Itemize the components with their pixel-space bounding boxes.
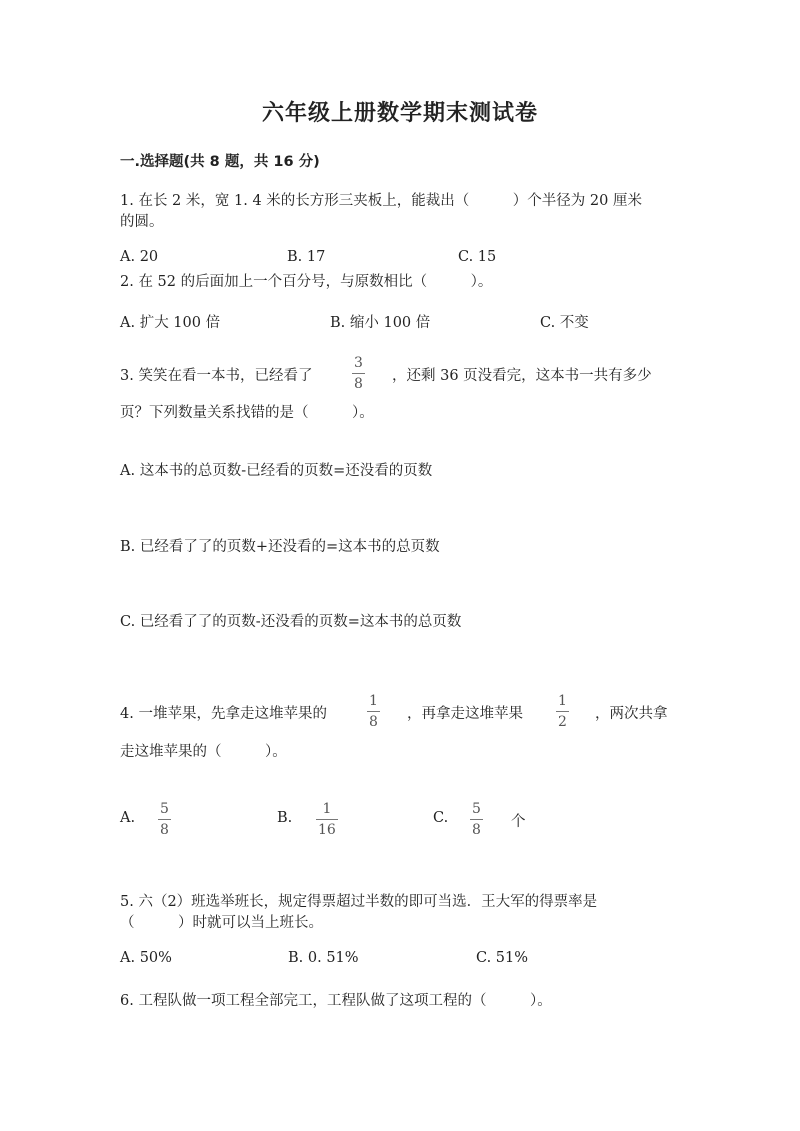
q1-option-c: C. 15	[458, 249, 497, 265]
q4-text-line2: 走这堆苹果的（ ）。	[120, 744, 287, 760]
q5-option-a: A. 50%	[120, 950, 172, 966]
q4-option-b-numerator: 1	[322, 801, 332, 817]
q2-option-c: C. 不变	[540, 315, 589, 331]
q3-text-line2: 页？下列数量关系找错的是（ ）。	[120, 405, 374, 421]
fraction-bar	[367, 711, 380, 712]
q4-text-line1-start: 4. 一堆苹果，先拿走这堆苹果的	[120, 706, 327, 722]
q3-fraction-numerator: 3	[354, 355, 363, 371]
q4-option-b-denominator: 16	[318, 822, 336, 839]
fraction-bar	[316, 819, 338, 820]
fraction-bar	[470, 819, 483, 820]
q4-option-a-label: A.	[120, 810, 136, 826]
q1-text-line2: 的圆。	[120, 214, 164, 230]
q5-option-c: C. 51%	[476, 950, 529, 966]
fraction-bar	[352, 373, 365, 374]
fraction-bar	[158, 819, 171, 820]
q4-option-c-fraction	[470, 801, 483, 838]
q4-text-line1-end: ，两次共拿	[595, 706, 668, 722]
q4-fraction-2	[556, 693, 569, 730]
q2-option-a: A. 扩大 100 倍	[120, 315, 221, 331]
q1-option-b: B. 17	[287, 249, 326, 265]
q1-text-line1: 1. 在长 2 米，宽 1. 4 米的长方形三夹板上，能裁出（ ）个半径为 20 厘米	[120, 193, 642, 209]
q6-text: 6. 工程队做一项工程全部完工，工程队做了这项工程的（ ）。	[120, 993, 552, 1009]
q2-option-b: B. 缩小 100 倍	[330, 315, 431, 331]
q5-option-b: B. 0. 51%	[288, 950, 359, 966]
q4-option-a-fraction	[158, 801, 171, 838]
q4-option-b-label: B.	[277, 810, 293, 826]
fraction-bar	[556, 711, 569, 712]
q3-fraction-denominator: 8	[354, 376, 363, 393]
q4-option-c-label: C.	[433, 810, 449, 826]
q3-option-c: C. 已经看了了的页数-还没看的页数=这本书的总页数	[120, 614, 462, 630]
q5-text-line1: 5. 六（2）班选举班长，规定得票超过半数的即可当选．王大军的得票率是	[120, 894, 598, 910]
q4-option-c-denominator: 8	[472, 822, 481, 839]
q3-text-line1-start: 3. 笑笑在看一本书，已经看了	[120, 368, 313, 384]
q3-option-a: A. 这本书的总页数-已经看的页数=还没看的页数	[120, 463, 433, 479]
q1-option-a: A. 20	[120, 249, 159, 265]
q4-fraction-2-denominator: 2	[558, 714, 567, 731]
q3-fraction	[352, 355, 365, 392]
q3-option-b: B. 已经看了了的页数+还没看的=这本书的总页数	[120, 539, 440, 555]
q3-text-line1-end: ，还剩 36 页没看完，这本书一共有多少	[392, 368, 652, 384]
q4-fraction-1-numerator: 1	[369, 693, 378, 709]
q4-text-line1-middle: ，再拿走这堆苹果	[407, 706, 523, 722]
page-title: 六年级上册数学期末测试卷	[261, 100, 538, 126]
q5-text-line2: （ ）时就可以当上班长。	[120, 915, 323, 931]
q4-fraction-1	[367, 693, 380, 730]
q4-option-a-denominator: 8	[160, 822, 169, 839]
q4-option-b-fraction	[316, 801, 338, 838]
q4-option-a-numerator: 5	[160, 801, 169, 817]
q4-fraction-2-numerator: 1	[558, 693, 567, 709]
q4-option-c-suffix: 个	[511, 814, 526, 830]
q4-option-c-numerator: 5	[472, 801, 481, 817]
section-header: 一.选择题(共 8 题，共 16 分)	[120, 154, 320, 170]
q4-fraction-1-denominator: 8	[369, 714, 378, 731]
q2-text: 2. 在 52 的后面加上一个百分号，与原数相比（ ）。	[120, 274, 493, 290]
